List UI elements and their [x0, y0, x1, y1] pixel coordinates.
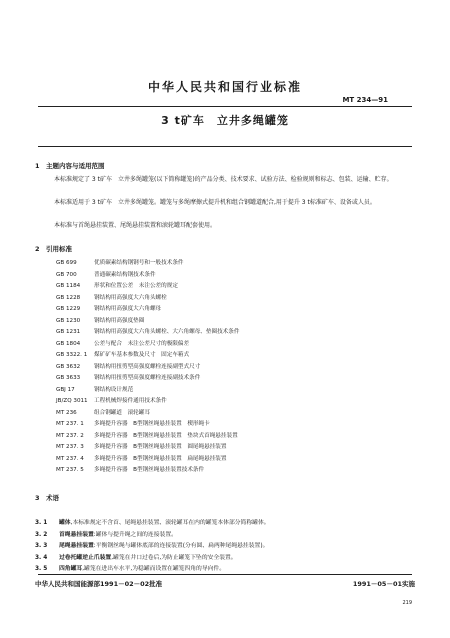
page-number: 219: [402, 600, 412, 606]
reference-item: [56, 442, 227, 450]
reference-code: MT 237. 5: [56, 467, 84, 473]
reference-item: [56, 373, 200, 381]
reference-item: [56, 431, 238, 439]
reference-code: GBJ 17: [56, 386, 75, 393]
reference-code: GB 1231: [56, 329, 81, 335]
reference-item: [56, 316, 144, 324]
term-item: [35, 552, 237, 561]
section-1-paragraph-1: 本标准规定了 3 t矿车 立井多绳罐笼(以下简称罐笼)的产品分类、技术要求、试验方法、检验规则和标志、包装、运输、贮存。: [54, 176, 393, 183]
reference-code: GB 1184: [56, 283, 81, 289]
section-3-heading: 3 术语: [35, 494, 60, 502]
header-rule: [38, 106, 412, 107]
section-1-heading: 1 主题内容与适用范围: [35, 162, 105, 170]
reference-title: 钢结构设计规范: [94, 386, 134, 393]
standard-number: MT 234—91: [342, 96, 388, 104]
implementation-date: 1991－05－01实施: [352, 580, 415, 588]
reference-title: 钢结构用高强度大六角头螺栓: [94, 294, 167, 301]
reference-code: GB 1228: [56, 294, 81, 301]
section-1-paragraph-2: 本标准适用于 3 t矿车 立井多绳罐笼。罐笼与多绳摩擦式提升机和组合钢罐道配合,用于提升 3 t标准矿车、设备或人员。: [54, 199, 376, 206]
reference-code: GB 1230: [56, 317, 81, 324]
term-number: 3. 2: [35, 531, 48, 538]
reference-item: [56, 454, 227, 462]
reference-item: [56, 281, 178, 289]
reference-item: [56, 419, 210, 427]
term-name: 首绳悬挂装置: [59, 531, 94, 538]
reference-title: 公差与配合 未注公差尺寸的极限偏差: [94, 340, 190, 347]
document-title: 3 t矿车 立井多绳罐笼: [161, 114, 289, 127]
reference-code: GB 700: [56, 271, 77, 278]
reference-title: 多绳提升容器 B型钢丝绳悬挂装置 圆尾绳悬挂装置: [94, 444, 227, 450]
reference-item: [56, 396, 167, 404]
term-number: 3. 5: [35, 566, 48, 572]
reference-title: 形状和位置公差 未注公差的规定: [94, 283, 178, 289]
reference-code: GB 3322. 1: [56, 352, 88, 358]
reference-title: 钢结构用高强度垫圈: [94, 317, 145, 324]
term-name: 罐体: [59, 520, 71, 526]
reference-code: GB 1229: [56, 306, 81, 312]
term-item: [35, 529, 177, 538]
issuing-body: 中华人民共和国行业标准: [147, 80, 302, 94]
term-name: 过卷托罐逆止爪装置: [59, 554, 112, 561]
reference-item: [56, 327, 239, 335]
term-item: [35, 563, 225, 572]
term-name: 四角罐耳: [59, 566, 83, 572]
term-definition: ,本标准规定不含首、尾绳悬挂装置、滚轮罐耳在内的罐笼本体部分简称罐体。: [70, 520, 270, 526]
section-2-heading: 2 引用标准: [35, 245, 73, 253]
reference-code: MT 237. 3: [56, 444, 84, 450]
reference-title: 优质碳素结构钢钢号和一般技术条件: [94, 260, 184, 266]
reference-title: 煤矿矿车基本参数及尺寸 固定车箱式: [94, 352, 190, 358]
term-number: 3. 3: [35, 543, 48, 549]
term-number: 3. 1: [35, 520, 48, 526]
term-number: 3. 4: [35, 554, 48, 561]
reference-item: [56, 362, 200, 370]
approval-line: 中华人民共和国能源部1991－02－02批准: [35, 580, 163, 588]
reference-title: 多绳提升容器 B型钢丝绳悬挂装置 垫块式首绳悬挂装置: [94, 432, 238, 439]
reference-title: 组合钢罐道 滚轮罐耳: [94, 409, 150, 416]
reference-code: MT 237. 1: [56, 421, 84, 427]
reference-title: 多绳提升容器 B型钢丝绳悬挂装置 楔形绳卡: [94, 421, 210, 427]
reference-code: JB/ZQ 3011: [56, 398, 88, 404]
reference-item: [56, 304, 161, 312]
reference-code: GB 3632: [56, 363, 81, 370]
reference-code: MT 237. 4: [56, 455, 84, 462]
reference-title: 工程机械焊接件通用技术条件: [94, 398, 167, 404]
reference-item: [56, 293, 167, 301]
reference-code: MT 236: [56, 409, 77, 416]
reference-title: 钢结构用扭剪型高强度螺栓连接副型式尺寸: [94, 363, 201, 370]
term-item: [35, 540, 268, 549]
reference-item: [56, 270, 156, 278]
term-definition: :平衡钢丝绳与罐体底部的连接装置(分有圆、扁两种尾绳悬挂装置)。: [93, 543, 269, 549]
reference-title: 钢结构用高强度大六角头螺栓、大六角螺母、垫圈技术条件: [94, 329, 240, 335]
footer-rule: [38, 574, 412, 575]
reference-title: 多绳提升容器 B型钢丝绳悬挂装置 扁尾绳悬挂装置: [94, 455, 227, 462]
reference-title: 普通碳素结构钢技术条件: [94, 271, 156, 278]
reference-code: GB 3633: [56, 375, 81, 381]
term-definition: :罐体与提升绳之间的连接装置。: [93, 531, 177, 538]
reference-title: 多绳提升容器 B型钢丝绳悬挂装置技术条件: [94, 467, 205, 473]
reference-item: [56, 408, 150, 416]
term-item: [35, 517, 270, 526]
reference-item: [56, 258, 184, 266]
reference-item: [56, 385, 133, 393]
reference-code: GB 699: [56, 260, 77, 266]
term-definition: ,罐笼在井口过卷后,为防止罐笼下坠的安全装置。: [111, 554, 237, 561]
reference-title: 钢结构用高强度大六角螺母: [94, 306, 162, 312]
title-rule: [38, 146, 412, 147]
reference-code: MT 237. 2: [56, 432, 84, 439]
term-name: 尾绳悬挂装置: [59, 543, 94, 549]
term-definition: ,罐笼在进出车水平,为稳罐而设置在罐笼四角的导向件。: [82, 566, 226, 572]
section-1-paragraph-3: 本标准与首绳悬挂装置、尾绳悬挂装置和滚轮罐耳配套使用。: [54, 222, 217, 229]
reference-item: [56, 350, 189, 358]
reference-title: 钢结构用扭剪型高强度螺栓连接副技术条件: [94, 375, 201, 381]
reference-item: [56, 465, 204, 473]
reference-code: GB 1804: [56, 340, 81, 347]
reference-item: [56, 339, 189, 347]
